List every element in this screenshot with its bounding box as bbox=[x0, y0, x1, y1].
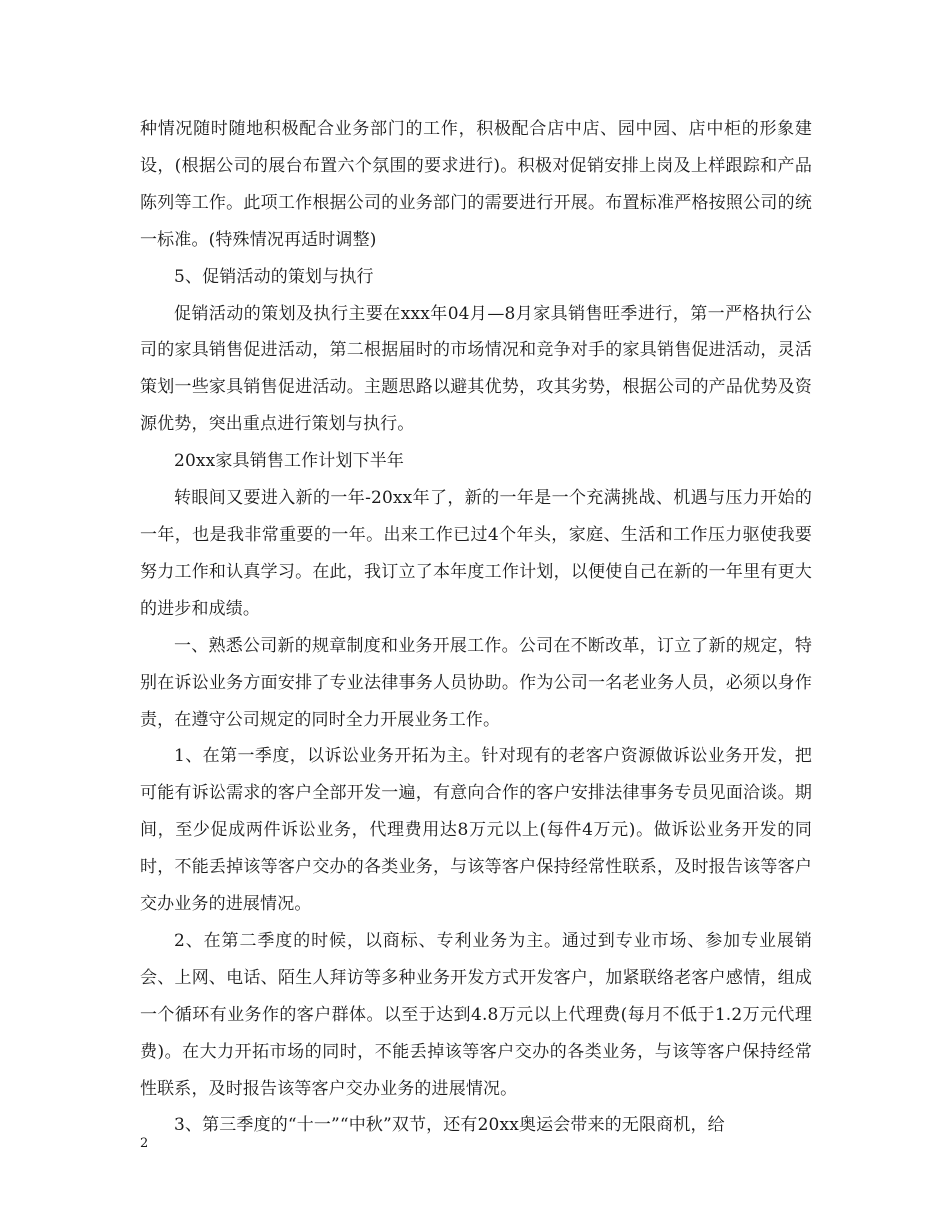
paragraph-promotion-planning: 促销活动的策划及执行主要在xxx年04月—8月家具销售旺季进行，第一严格执行公司的家具销售促进活动，第二根据届时的市场情况和竞争对手的家具销售促进活动，灵活策划一些家具销售促进活动。主题思路以避其优势，攻其劣势，根据公司的产品优势及资源优势，突出重点进行策划与执行。 bbox=[140, 303, 812, 435]
paragraph-first-quarter: 1、在第一季度，以诉讼业务开拓为主。针对现有的老客户资源做诉讼业务开发，把可能有诉讼需求的客户全部开发一遍，有意向合作的客户安排法律事务专员见面洽谈。期间，至少促成两件诉讼业务，代理费用达8万元以上(每件4万元)。做诉讼业务开发的同时，不能丢掉该等客户交办的各类业务，与该等客户保持经常性联系，及时报告该等客户交办业务的进展情况。 bbox=[140, 746, 812, 915]
heading-promotion-planning: 5、促销活动的策划与执行 bbox=[174, 266, 374, 287]
paragraph-section-one: 一、熟悉公司新的规章制度和业务开展工作。公司在不断改革，订立了新的规定，特别在诉讼业务方面安排了专业法律事务人员协助。作为公司一名老业务人员，必须以身作责，在遵守公司规定的同时全力开展业务工作。 bbox=[140, 635, 812, 730]
page-number: 2 bbox=[140, 1136, 149, 1151]
paragraph-continuation-display-setup: 种情况随时随地积极配合业务部门的工作，积极配合店中店、园中园、店中柜的形象建设，(根据公司的展台布置六个氛围的要求进行)。积极对促销安排上岗及上样跟踪和产品陈列等工作。此项工作根据公司的业务部门的需要进行开展。布置标准严格按照公司的统一标准。(特殊情况再适时调整) bbox=[140, 119, 812, 250]
paragraph-new-year-intro: 转眼间又要进入新的一年-20xx年了，新的一年是一个充满挑战、机遇与压力开始的一年，也是我非常重要的一年。出来工作已过4个年头，家庭、生活和工作压力驱使我要努力工作和认真学习。在此，我订立了本年度工作计划，以便使自己在新的一年里有更大的进步和成绩。 bbox=[140, 488, 812, 619]
document-body bbox=[140, 111, 812, 1144]
heading-second-half-plan: 20xx家具销售工作计划下半年 bbox=[174, 451, 405, 472]
paragraph-third-quarter: 3、第三季度的“十一”“中秋”双节，还有20xx奥运会带来的无限商机，给 bbox=[174, 1115, 725, 1136]
paragraph-second-quarter: 2、在第二季度的时候，以商标、专利业务为主。通过到专业市场、参加专业展销会、上网、电话、陌生人拜访等多种业务开发方式开发客户，加紧联络老客户感情，组成一个循环有业务作的客户群体。以至于达到4.8万元以上代理费(每月不低于1.2万元代理费)。在大力开拓市场的同时，不能丢掉该等客户交办的各类业务，与该等客户保持经常性联系，及时报告该等客户交办业务的进展情况。 bbox=[140, 930, 812, 1099]
